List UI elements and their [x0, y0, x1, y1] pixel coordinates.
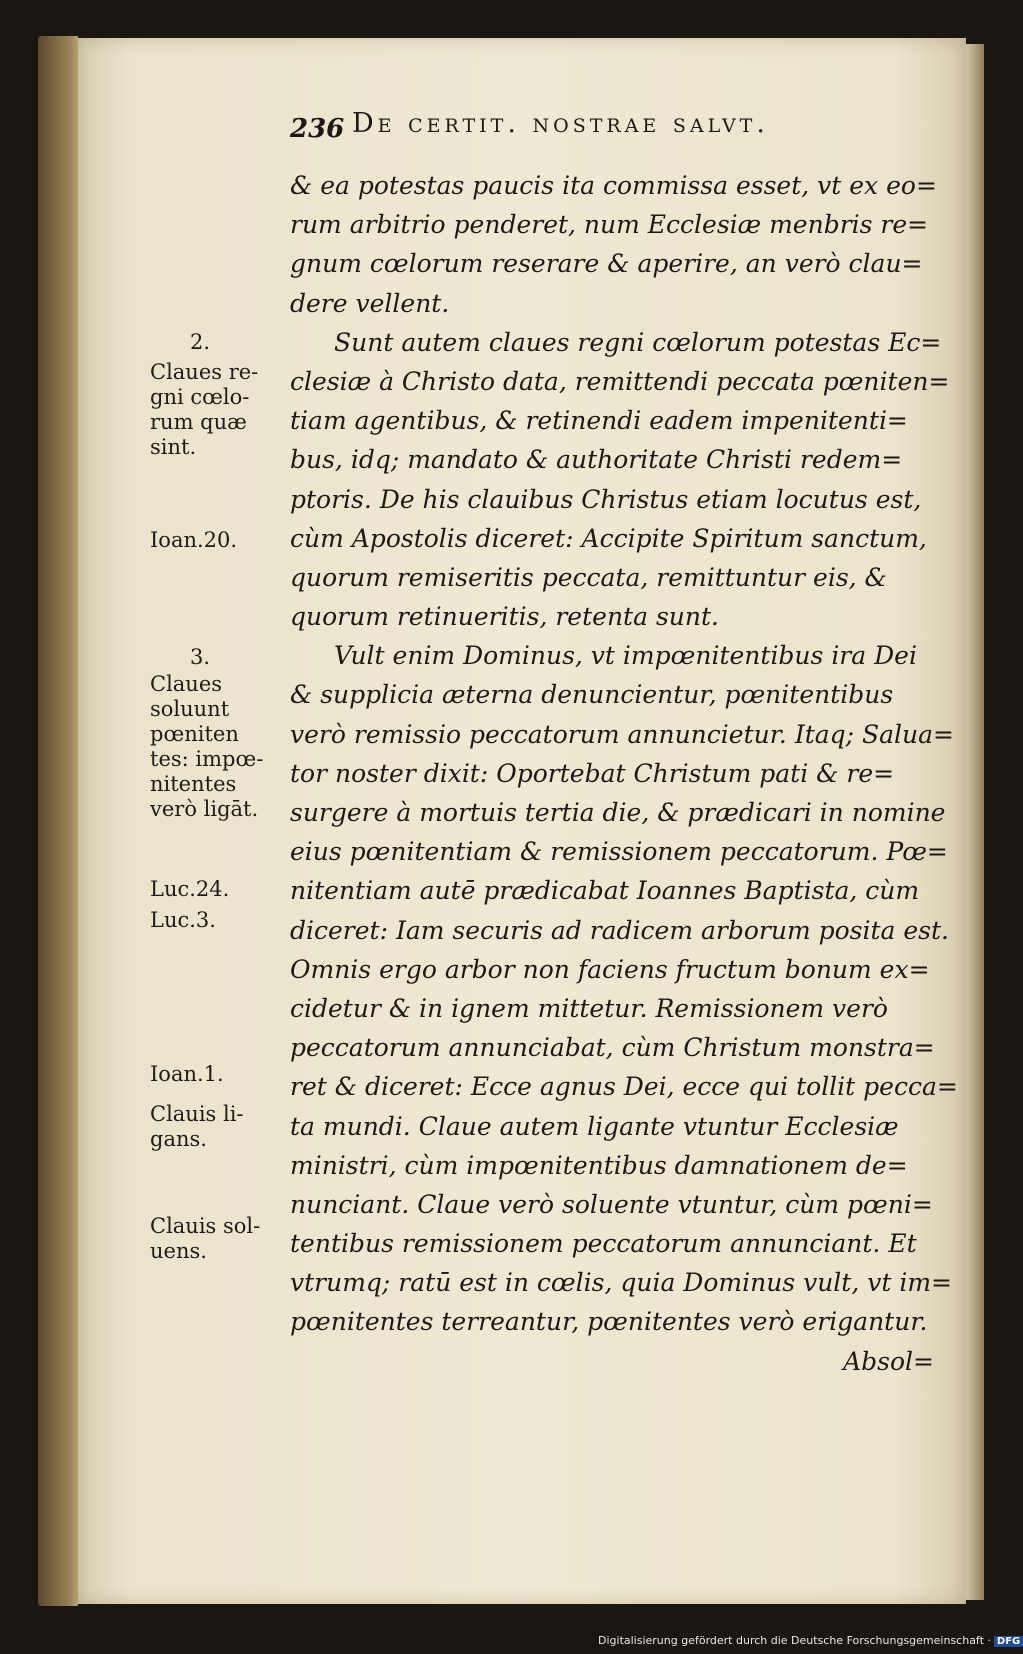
catchword: Absol=	[843, 1346, 934, 1376]
text-line: gnum cœlorum reserare & aperire, an verò clau=	[290, 249, 923, 279]
page-number: 236	[290, 114, 345, 144]
margin-note-luc3: Luc.3.	[150, 908, 216, 932]
text-line: rum arbitrio penderet, num Ecclesiæ menbris re=	[290, 210, 929, 240]
margin-note-ioan1: Ioan.1.	[150, 1062, 224, 1086]
digitization-credit	[598, 1634, 1023, 1647]
credit-text: Digitalisierung gefördert durch die Deutsche Forschungsgemeinschaft ·	[598, 1634, 991, 1647]
text-line: cidetur & in ignem mittetur. Remissionem verò	[290, 993, 888, 1023]
text-line: nunciant. Claue verò soluente vtuntur, cùm pœni=	[290, 1189, 933, 1219]
text-line: ret & diceret: Ecce agnus Dei, ecce qui tollit pecca=	[290, 1072, 958, 1102]
text-line: nitentiam autē prædicabat Ioannes Baptista, cùm	[290, 876, 920, 906]
text-line: ta mundi. Claue autem ligante vtuntur Ecclesiæ	[290, 1111, 899, 1141]
main-text-block	[290, 166, 958, 1381]
text-line: cùm Apostolis diceret: Accipite Spiritum sanctum,	[290, 523, 927, 553]
text-line: diceret: Iam securis ad radicem arborum posita est.	[290, 915, 950, 945]
text-line: ministri, cùm impœnitentibus damnationem de=	[290, 1150, 908, 1180]
text-line: & ea potestas paucis ita commissa esset, vt ex eo=	[290, 171, 937, 200]
text-line: tiam agentibus, & retinendi eadem impenitenti=	[290, 406, 908, 436]
text-line: quorum retinueritis, retenta sunt.	[290, 602, 719, 632]
text-line: tentibus remissionem peccatorum annunciant. Et	[290, 1229, 917, 1259]
text-line: pœnitentes terreantur, pœnitentes verò erigantur.	[290, 1307, 928, 1337]
text-line: peccatorum annunciabat, cùm Christum monstra=	[290, 1033, 935, 1063]
margin-note-ioan20: Ioan.20.	[150, 528, 238, 552]
margin-section-number: 3.	[189, 645, 211, 669]
page-right-edge	[966, 44, 984, 1600]
text-line: eius pœnitentiam & remissionem peccatorum. Pœ=	[290, 837, 948, 867]
text-line: Omnis ergo arbor non faciens fructum bonum ex=	[290, 954, 930, 984]
text-line: bus, idq; mandato & authoritate Christi redem=	[290, 445, 903, 475]
text-line: & supplicia æterna denuncientur, pœnitentibus	[290, 680, 894, 710]
text-line: clesiæ à Christo data, remittendi peccata pœniten=	[290, 366, 950, 396]
margin-note-luc24: Luc.24.	[150, 877, 230, 901]
running-title: De certit. nostrae salvt.	[352, 108, 769, 139]
text-line: dere vellent.	[290, 288, 450, 318]
margin-note-claues-regni: Claues re- gni cœlo- rum quæ sint.	[150, 360, 259, 459]
margin-note-clauis-ligans: Clauis li- gans.	[150, 1102, 244, 1151]
text-line: Sunt autem claues regni cœlorum potestas Ec=	[334, 327, 942, 357]
margin-note-claues-soluunt: Claues soluunt pœniten tes: impœ- nitentes verò ligāt.	[150, 672, 264, 821]
text-line: surgere à mortuis tertia die, & prædicari in nomine	[290, 798, 946, 827]
text-line: quorum remiseritis peccata, remittuntur eis, &	[290, 562, 887, 592]
book-spine-edge	[38, 36, 78, 1606]
text-line: verò remissio peccatorum annuncietur. Itaq; Salua=	[290, 719, 955, 749]
text-line: Vult enim Dominus, vt impœnitentibus ira Dei	[334, 641, 917, 671]
text-line: vtrumq; ratū est in cœlis, quia Dominus vult, vt im=	[290, 1268, 952, 1298]
dfg-logo: DFG	[994, 1636, 1023, 1647]
margin-note-clauis-soluens: Clauis sol- uens.	[150, 1214, 261, 1263]
text-line: ptoris. De his clauibus Christus etiam locutus est,	[290, 484, 922, 514]
margin-section-number: 2.	[189, 330, 211, 354]
page-header	[290, 108, 930, 156]
text-line: tor noster dixit: Oportebat Christum pati & re=	[290, 758, 895, 788]
